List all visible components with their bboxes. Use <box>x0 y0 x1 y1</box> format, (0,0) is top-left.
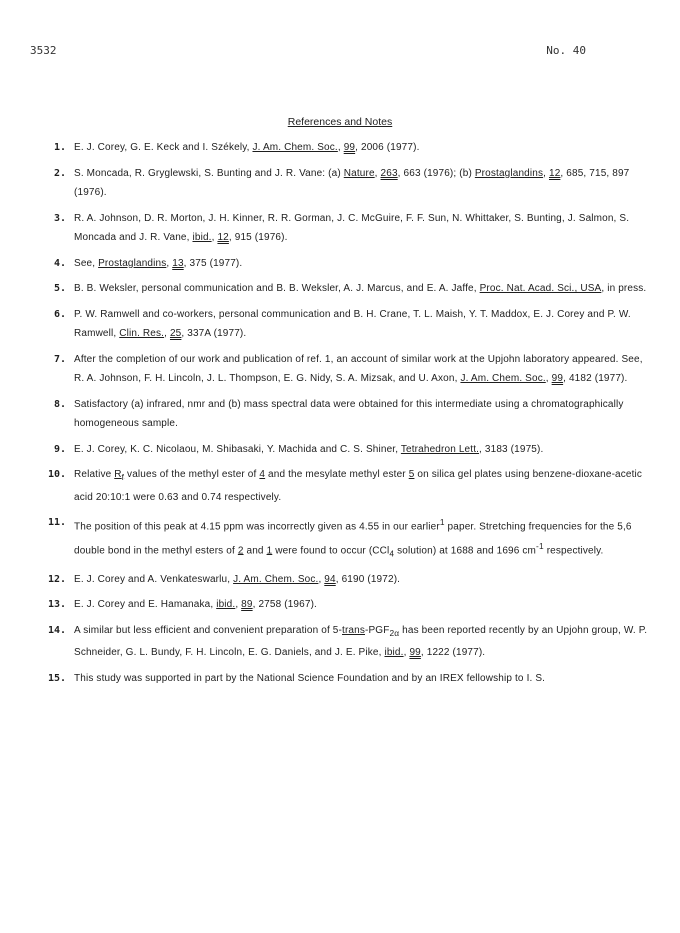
reference-text: E. J. Corey and E. Hamanaka, ibid., 89, 2758 (1967). <box>74 599 317 611</box>
reference-text: P. W. Ramwell and co-workers, personal communication and B. H. Crane, T. L. Maish, Y. T. Maddox, E. J. Corey and P. W. Ramwell, Clin. Res., 25, 337A (1977). <box>74 308 631 339</box>
reference-text: E. J. Corey, K. C. Nicolaou, M. Shibasaki, Y. Machida and C. S. Shiner, Tetrahedron Lett., 3183 (1975). <box>74 443 544 455</box>
reference-item <box>40 570 652 590</box>
reference-item <box>40 395 652 434</box>
reference-number: 8. <box>53 398 66 410</box>
reference-number: 3. <box>53 212 66 224</box>
reference-item <box>40 164 652 203</box>
reference-text: The position of this peak at 4.15 ppm was incorrectly given as 4.55 in our earlier$^1$ paper. Stretching frequencies for the 5,6 double bond in the methyl esters of 2 and 1 were found to occur (CCl$_4$ solution) at 1688 and 1696 $cm^{-1}$ respectively. <box>74 517 632 559</box>
reference-text: A similar but less efficient and convenient preparation of $5-trans-PGF_{2\alpha}$ has been reported recently by an Upjohn group, W. P. Schneider, G. L. Bundy, F. H. Lincoln, E. G. Daniels, and J. E. Pike, ibid., 99, 1222 (1977). <box>74 624 648 659</box>
reference-number: 6. <box>53 308 66 320</box>
reference-text: After the completion of our work and publication of ref. 1, an account of similar work at the Upjohn laboratory appeared. See, R. A. Johnson, F. H. Lincoln, J. L. Thompson, E. G. Nidy, S. A. Mizsak, and U. Axon, J. Am. Chem. Soc., 99, 4182 (1977). <box>74 353 643 384</box>
reference-text: See, Prostaglandins, 13, 375 (1977). <box>74 257 243 269</box>
reference-number: 10. <box>47 469 66 480</box>
reference-number: 5. <box>53 283 66 294</box>
reference-item <box>40 138 652 158</box>
reference-text: Relative $R_f$ values of the methyl ester of 4 and the mesylate methyl ester 5 on silica gel plates using benzene-dioxane-acetic acid 20:10:1 were 0.63 and 0.74 respectively. <box>74 469 643 503</box>
reference-item <box>40 669 652 689</box>
reference-item <box>40 209 652 248</box>
reference-text: E. J. Corey, G. E. Keck and I. Székely, J. Am. Chem. Soc., 99, 2006 (1977). <box>74 142 420 153</box>
reference-number: 4. <box>53 257 66 269</box>
reference-number: 2. <box>53 167 66 179</box>
reference-item <box>40 279 652 299</box>
reference-number: 12. <box>47 573 66 585</box>
reference-number: 11. <box>47 517 66 528</box>
section-title: References and Notes <box>287 116 393 128</box>
reference-item <box>40 465 652 507</box>
reference-item <box>40 513 652 564</box>
issue-number: No. 40 <box>546 44 586 57</box>
reference-item <box>40 305 652 344</box>
reference-text: R. A. Johnson, D. R. Morton, J. H. Kinner, R. R. Gorman, J. C. McGuire, F. F. Sun, N. Whittaker, S. Bunting, J. Salmon, S. Moncada and J. R. Vane, ibid., 12, 915 (1976). <box>74 212 630 243</box>
reference-text: E. J. Corey and A. Venkateswarlu, J. Am. Chem. Soc., 94, 6190 (1972). <box>74 573 401 585</box>
reference-item <box>40 440 652 460</box>
reference-text: S. Moncada, R. Gryglewski, S. Bunting and J. R. Vane: (a) Nature, 263, 663 (1976); (b) Prostaglandins, 12, 685, 715, 897 (1976). <box>74 167 630 198</box>
reference-text: B. B. Weksler, personal communication and B. B. Weksler, A. J. Marcus, and E. A. Jaffe, Proc. Nat. Acad. Sci., USA, in press. <box>74 283 647 294</box>
reference-list <box>40 138 652 694</box>
reference-item <box>40 350 652 389</box>
reference-number: 9. <box>53 443 66 455</box>
reference-item <box>40 621 652 663</box>
reference-number: 14. <box>47 624 66 636</box>
reference-number: 15. <box>47 672 66 684</box>
reference-number: 13. <box>47 599 66 611</box>
reference-item <box>40 595 652 615</box>
reference-text: This study was supported in part by the National Science Foundation and by an IREX fellowship to I. S. <box>74 672 546 684</box>
page-number: 3532 <box>30 44 57 57</box>
reference-number: 1. <box>53 142 66 153</box>
reference-number: 7. <box>53 353 66 365</box>
reference-item <box>40 254 652 274</box>
reference-text: Satisfactory (a) infrared, nmr and (b) mass spectral data were obtained for this intermediate using a chromatographically homogeneous sample. <box>74 398 624 429</box>
